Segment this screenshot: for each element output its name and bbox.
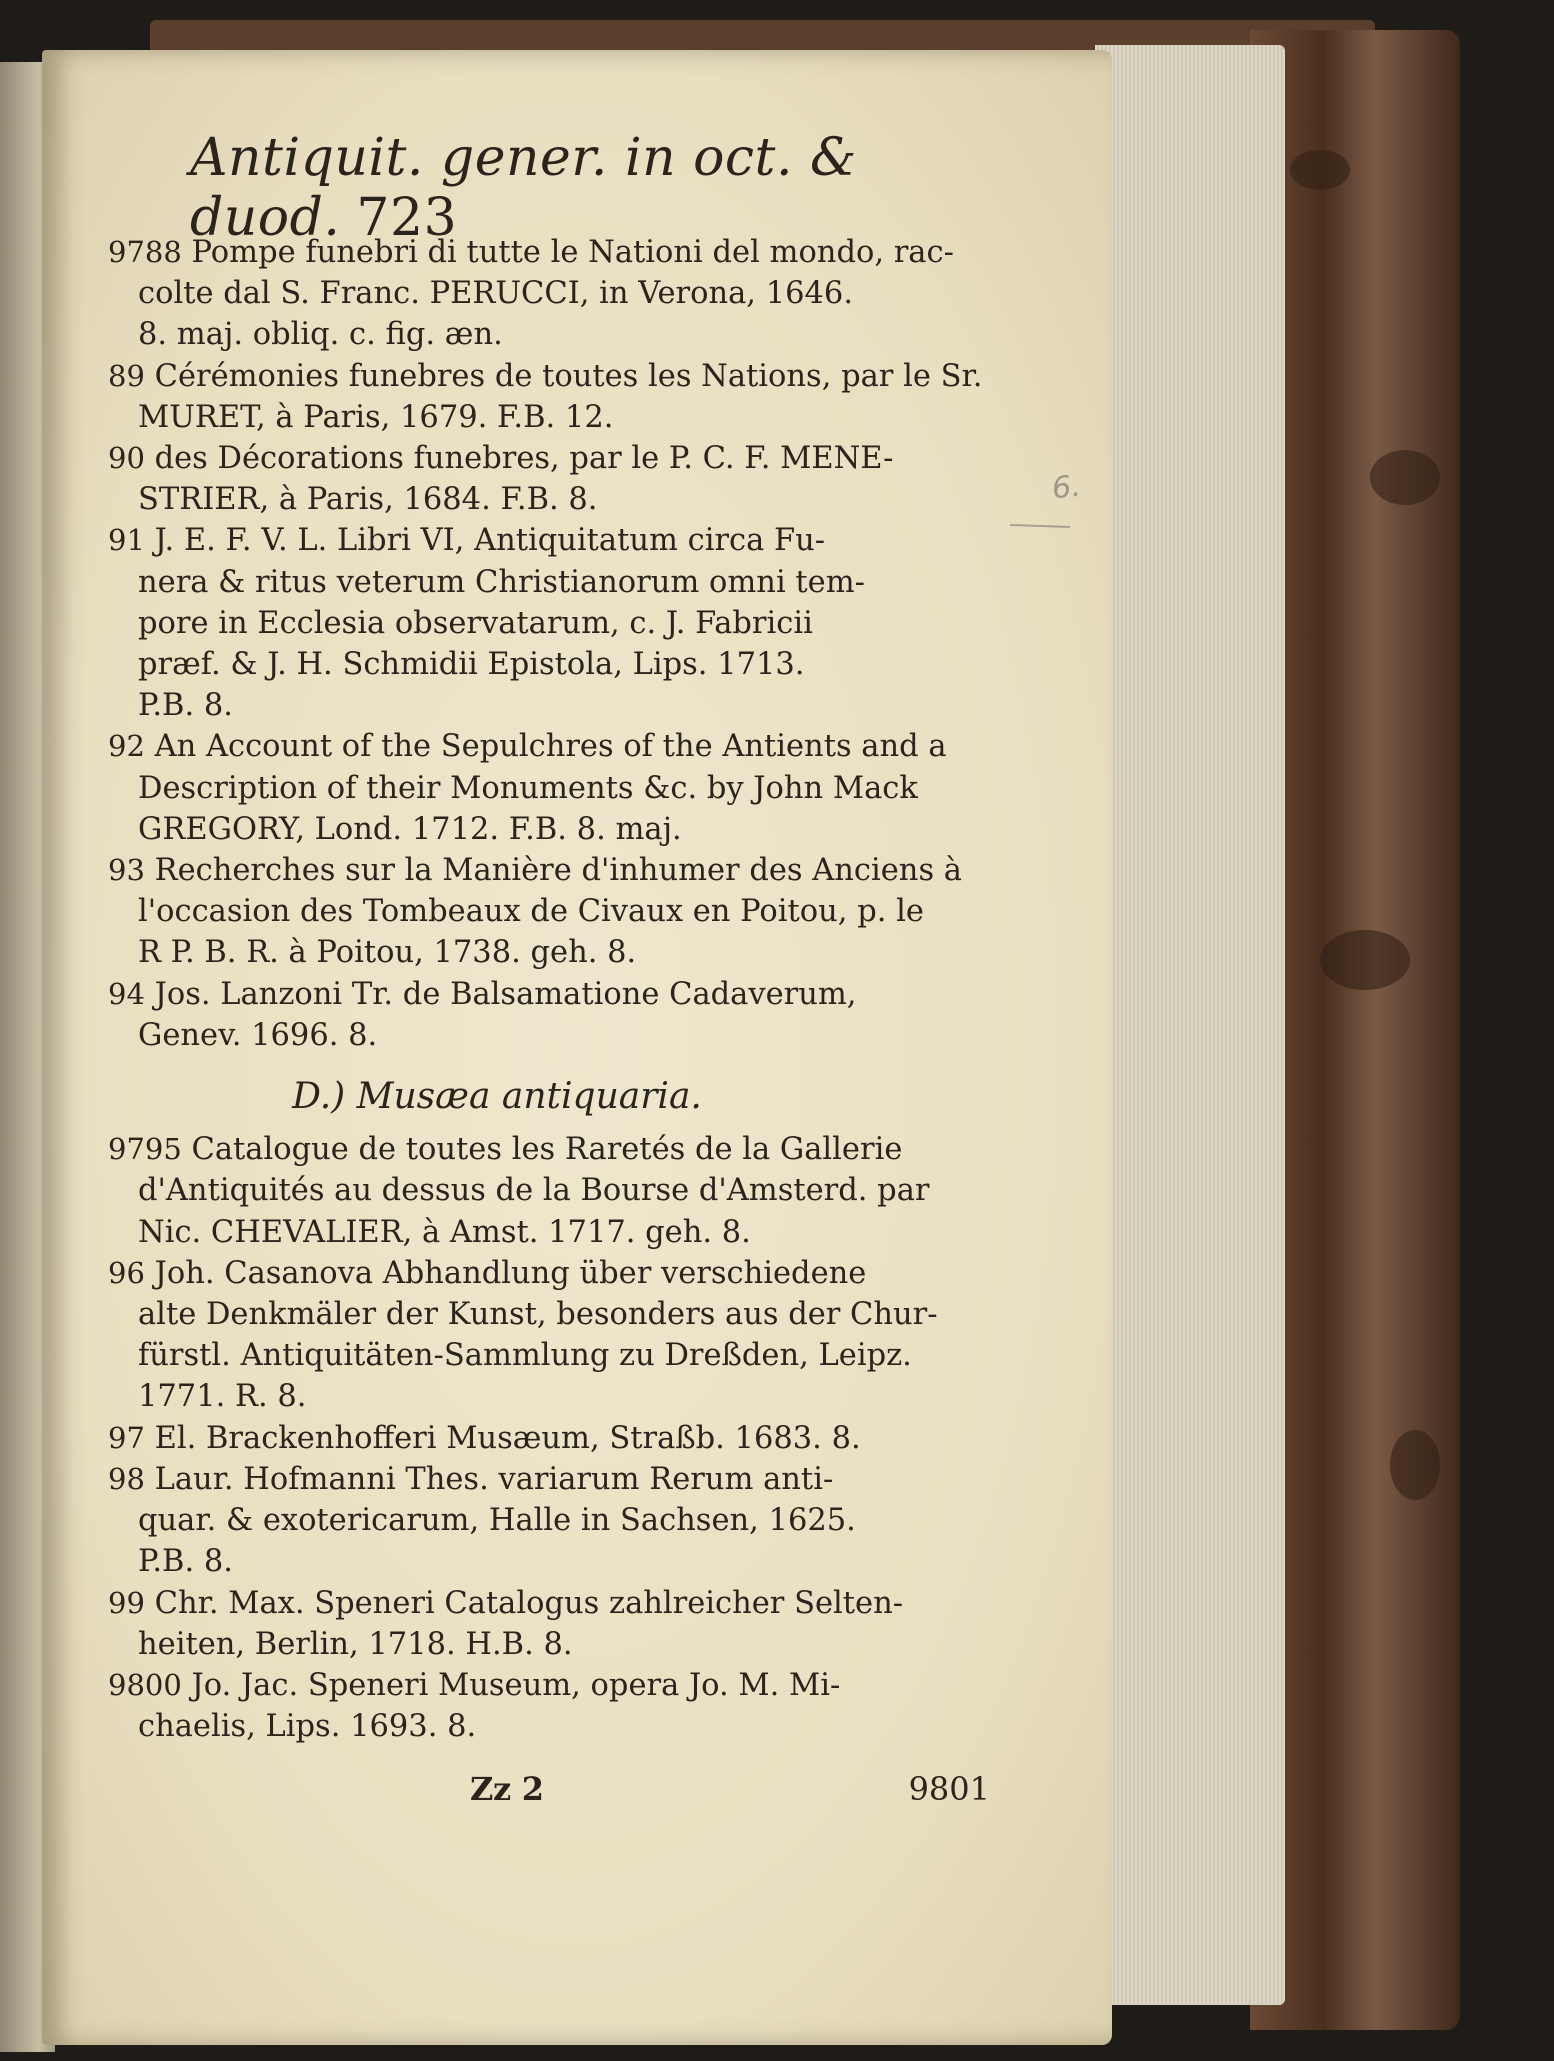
entry-text: 1771. R. 8. [138,1379,307,1415]
entry-line [112,932,962,973]
entry-list-general [108,232,983,1056]
entry-text: præf. & J. H. Schmidii Epistola, Lips. 1713. [138,647,805,683]
entry-text: Chr. Max. Speneri Catalogus zahlreicher Selten- [154,1585,904,1621]
entry-number: 99 [108,1585,145,1620]
entry-line [112,1624,962,1665]
entry-text: l'occasion des Tombeaux de Civaux en Poitou, p. le [138,894,924,930]
catalogue-entry [108,974,962,1056]
entry-line [112,603,962,644]
entry-first-line [108,438,962,479]
catchword: 9801 [908,1770,990,1808]
entry-line [112,1376,962,1417]
section-title: D.) Musæa antiquaria. [292,1076,702,1118]
entry-text: nera & ritus veterum Christianorum omni tem- [138,564,865,600]
entry-text: P.B. 8. [138,1544,233,1580]
signature-mark: Zz 2 [470,1770,544,1808]
entry-text: STRIER, à Paris, 1684. F.B. 8. [138,482,598,518]
page-footer [470,1770,990,1808]
entry-line [112,314,962,355]
entry-line [112,562,962,603]
entry-number: 91 [108,523,145,558]
entry-text: Genev. 1696. 8. [138,1017,378,1053]
entry-text: El. Brackenhofferi Musæum, Straßb. 1683. 8. [154,1420,861,1456]
catalogue-entry [108,1253,962,1418]
entry-text: Catalogue de toutes les Raretés de la Gallerie [191,1132,903,1168]
catalogue-entry [108,520,962,726]
entry-text: chaelis, Lips. 1693. 8. [138,1709,477,1745]
entry-first-line [108,1459,962,1500]
pencil-annotation: 6. [1050,468,1083,507]
entry-text: des Décorations funebres, par le P. C. F. MENE- [154,441,894,477]
entry-line [112,1706,962,1747]
entry-line [112,1170,962,1211]
entry-first-line [108,1418,962,1459]
entry-first-line [108,356,983,397]
entry-first-line [108,1665,962,1706]
entry-text: GREGORY, Lond. 1712. F.B. 8. maj. [138,811,682,847]
entry-text: Laur. Hofmanni Thes. variarum Rerum anti- [154,1461,834,1497]
running-header [190,128,1030,248]
entry-text: Nic. CHEVALIER, à Amst. 1717. geh. 8. [138,1214,751,1250]
entry-number: 9788 [108,235,182,269]
entry-number: 9795 [108,1132,182,1167]
catalogue-entry [108,438,962,520]
page-block-edges [1095,45,1285,2005]
cover-stain [1290,150,1350,190]
entry-line [112,397,962,438]
entry-first-line [108,520,962,561]
entry-list-musaea [108,1129,962,1747]
entry-text: heiten, Berlin, 1718. H.B. 8. [138,1626,573,1662]
catalogue-entry [108,356,983,438]
entry-text: P.B. 8. [138,688,233,724]
cover-stain [1370,450,1440,505]
entry-line [112,891,962,932]
entry-text: Jos. Lanzoni Tr. de Balsamatione Cadaverum, [154,976,857,1012]
entry-number: 98 [108,1461,145,1496]
entry-number: 94 [108,976,145,1011]
entry-line [112,685,962,726]
entry-line [112,1212,962,1253]
entry-first-line [108,726,962,767]
entry-number: 89 [108,358,145,393]
cover-stain [1390,1430,1440,1500]
header-title: Antiquit. gener. in oct. & duod. [190,128,857,248]
entry-line [112,479,962,520]
entry-text: d'Antiquités au dessus de la Bourse d'Amsterd. par [138,1173,930,1209]
entry-line [112,1015,962,1056]
entry-text: pore in Ecclesia observatarum, c. J. Fabricii [138,605,813,641]
catalogue-entry [108,850,962,974]
entry-line [112,809,962,850]
entry-number: 92 [108,729,145,764]
catalogue-entry [108,1418,962,1459]
entry-first-line [108,974,962,1015]
entry-first-line [108,1253,962,1294]
entry-text: Cérémonies funebres de toutes les Nations, par le Sr. [154,358,983,394]
entry-number: 96 [108,1255,145,1290]
catalogue-entry [108,1459,962,1583]
catalogue-entry [108,726,962,850]
entry-text: Joh. Casanova Abhandlung über verschiedene [154,1255,867,1291]
entry-text: J. E. F. V. L. Libri VI, Antiquitatum circa Fu- [154,523,826,559]
entry-text: MURET, à Paris, 1679. F.B. 12. [138,399,614,435]
entry-text: R P. B. R. à Poitou, 1738. geh. 8. [138,935,637,971]
entry-number: 90 [108,441,145,476]
page-number: 723 [356,188,458,248]
entry-text: Jo. Jac. Speneri Museum, opera Jo. M. Mi- [191,1667,841,1703]
cover-stain [1320,930,1410,990]
entry-first-line [108,1583,962,1624]
entry-line [112,1541,962,1582]
entry-text: quar. & exotericarum, Halle in Sachsen, 1625. [138,1503,856,1539]
entry-text: alte Denkmäler der Kunst, besonders aus der Chur- [138,1297,938,1333]
entry-line [112,1500,962,1541]
entry-number: 93 [108,853,145,888]
entry-first-line [108,232,962,273]
entry-number: 9800 [108,1667,182,1702]
entry-text: fürstl. Antiquitäten-Sammlung zu Dreßden, Leipz. [138,1338,912,1374]
entry-text: colte dal S. Franc. PERUCCI, in Verona, 1646. [138,276,854,312]
entry-first-line [108,850,962,891]
catalogue-entry [108,232,962,356]
entry-line [112,768,962,809]
catalogue-entry [108,1665,962,1747]
entry-line [112,273,962,314]
entry-text: Pompe funebri di tutte le Nationi del mondo, rac- [191,235,954,270]
entry-text: Recherches sur la Manière d'inhumer des Anciens à [154,853,962,889]
entry-first-line [108,1129,962,1170]
entry-text: Description of their Monuments &c. by John Mack [138,770,918,806]
catalogue-entry [108,1583,962,1665]
entry-line [112,1335,962,1376]
catalogue-entry [108,1129,962,1253]
entry-text: An Account of the Sepulchres of the Antients and a [154,729,947,765]
entry-line [112,644,962,685]
entry-number: 97 [108,1420,145,1455]
entry-text: 8. maj. obliq. c. fig. æn. [138,317,503,353]
entry-line [112,1294,962,1335]
page-body [108,232,983,1747]
